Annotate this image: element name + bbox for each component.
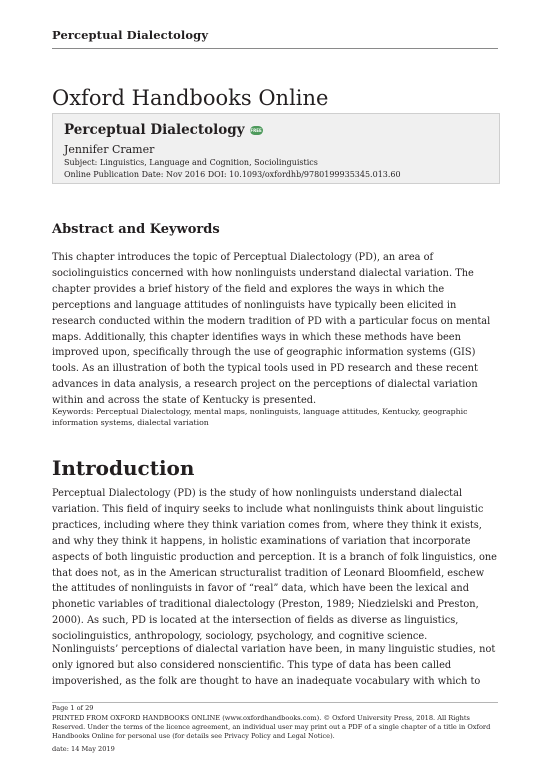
abstract-heading: Abstract and Keywords (52, 222, 220, 237)
chapter-title-text: Perceptual Dialectology (64, 122, 245, 138)
introduction-paragraph-1: Perceptual Dialectology (PD) is the study of how nonlinguists understand dialectal variation. This field of inquiry seeks to include what nonlinguists think about linguistic practices, including where they think variation comes from, where they think it exists, and why they think it happens, in holistic examinations of variation that incorporate aspects of both linguistic production and perception. It is a branch of folk linguistics, one that does not, as in the American structuralist tradition of Leonard Bloomfield, eschew the attitudes of nonlinguists in favor of “real” data, which have been the lexical and phonetic variables of traditional dialectology (Preston, 1989; Niedzielski and Preston, 2000). As such, PD is located at the intersection of fields as diverse as linguistics, sociolinguistics, anthropology, sociology, psychology, and cognitive science. (52, 488, 497, 643)
chapter-info-box (52, 113, 500, 184)
print-date: date: 14 May 2019 (52, 745, 115, 753)
page-number: Page 1 of 29 (52, 704, 94, 712)
running-head: Perceptual Dialectology (52, 28, 209, 42)
subject-line: Subject: Linguistics, Language and Cognition, Sociolinguistics (64, 158, 318, 167)
author: Jennifer Cramer (64, 143, 155, 156)
abstract-text: This chapter introduces the topic of Perceptual Dialectology (PD), an area of sociolinguistics concerned with how nonlinguists understand dialectal variation. The chapter provides a brief history of the field and explores the ways in which the perceptions and language attitudes of nonlinguists have typically been elicited in research conducted within the modern tradition of PD with a particular focus on mental maps. Additionally, this chapter identifies ways in which these methods have been improved upon, specifically through the use of geographic information systems (GIS) tools. As an illustration of both the typical tools used in PD research and these recent advances in data analysis, a research project on the perceptions of dialectal variation within and across the state of Kentucky is presented. (52, 252, 491, 407)
chapter-title (64, 122, 263, 138)
introduction-paragraph-2: Nonlinguists’ perceptions of dialectal variation have been, in many linguistic studies, not only ignored but also considered nonscientific. This type of data has been called impoverished, as the folk are thought to have an inadequate vocabulary with which to (52, 644, 496, 687)
introduction-heading: Introduction (52, 456, 195, 480)
site-title: Oxford Handbooks Online (52, 86, 329, 110)
keywords (52, 406, 500, 428)
footer-rule (52, 702, 498, 703)
publication-info: Online Publication Date: Nov 2016 DOI: 10.1093/oxfordhb/9780199935345.013.60 (64, 170, 401, 179)
copyright-notice: PRINTED FROM OXFORD HANDBOOKS ONLINE (www.oxfordhandbooks.com). © Oxford University Press, 2018. All Rights Reserved. Under the terms of the licence agreement, an individual user may print out a PDF of a single chapter of a title in Oxford Handbooks Online for personal use (for details see Privacy Policy and Legal Notice). (52, 714, 491, 740)
keywords-list: Perceptual Dialectology, mental maps, nonlinguists, language attitudes, Kentucky, geographic information systems, dialectal variation (52, 407, 468, 427)
keywords-label: Keywords: (52, 407, 94, 416)
header-rule (52, 48, 498, 49)
free-badge-icon: FREE (250, 128, 262, 133)
